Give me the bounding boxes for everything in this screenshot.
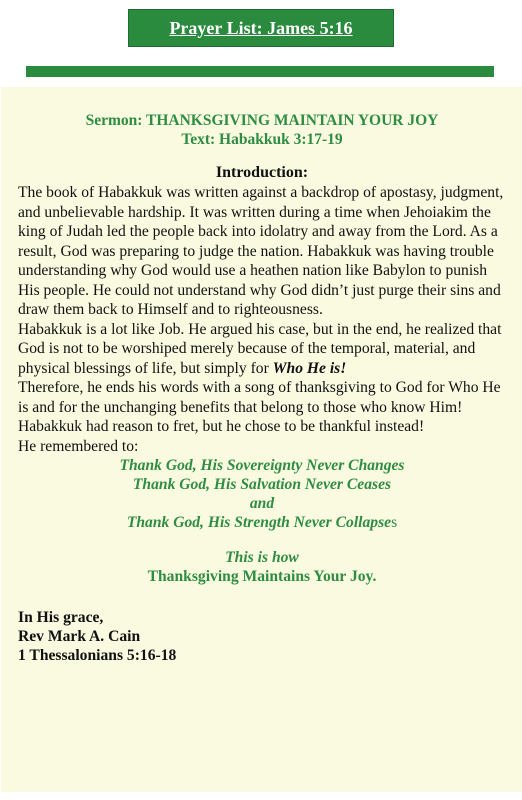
signature-greeting: In His grace, — [18, 609, 104, 626]
thanks-item-3 — [18, 513, 506, 532]
prayer-list-link[interactable]: Prayer List: James 5:16 — [169, 17, 353, 38]
signature-name: Rev Mark A. Cain — [18, 628, 141, 645]
green-divider — [26, 66, 494, 77]
thanks-item-2: Thank God, His Salvation Never Ceases — [132, 476, 392, 493]
thanks-list — [18, 456, 506, 532]
prayer-list-button[interactable] — [128, 9, 394, 47]
thanks-and: and — [249, 495, 275, 512]
thanks-item-3-tail: s — [391, 514, 398, 531]
signature-block — [18, 608, 506, 665]
signature-verse: 1 Thessalonians 5:16-18 — [18, 647, 177, 664]
closing-line-1: This is how — [225, 549, 299, 566]
paragraph-3: Therefore, he ends his words with a song of thanksgiving to God for Who He is and for the unchanging benefits that belong to those who know Him! Habakkuk had reason to fret, but he chose to be thankful instead! — [18, 379, 501, 435]
paragraph-1: The book of Habakkuk was written against a backdrop of apostasy, judgment, and unbelievable hardship. It was written during a time when Jehoiakim the king of Judah led the people back into idolatry and away from the Lord. As a result, God was preparing to judge the nation. Habakkuk was having trouble understanding why God would use a heathen nation like Babylon to punish His people. He could not understand why God didn’t just purge their sins and draw them back to Himself and to righteousness. — [18, 184, 504, 318]
sermon-title: Sermon: THANKSGIVING MAINTAIN YOUR JOY — [85, 112, 439, 129]
paragraph-2-text: Habakkuk is a lot like Job. He argued his case, but in the end, he realized that God is not to be worshiped merely because of the temporal, material, and physical blessings of life, but simply for — [18, 320, 502, 377]
remembered-line: He remembered to: — [18, 437, 139, 455]
closing-line-2: Thanksgiving Maintains Your Joy. — [147, 568, 377, 585]
sermon-panel — [1, 87, 522, 792]
introduction-heading: Introduction: — [215, 164, 309, 181]
paragraph-2-emphasis: Who He is! — [272, 359, 347, 377]
closing-statement — [18, 548, 506, 586]
thanks-item-3-main: Thank God, His Strength Never Collapse — [126, 514, 392, 531]
thanks-item-1: Thank God, His Sovereignty Never Changes — [119, 457, 405, 474]
sermon-text-reference: Text: Habakkuk 3:17-19 — [181, 131, 343, 148]
paragraph-2 — [18, 320, 506, 379]
